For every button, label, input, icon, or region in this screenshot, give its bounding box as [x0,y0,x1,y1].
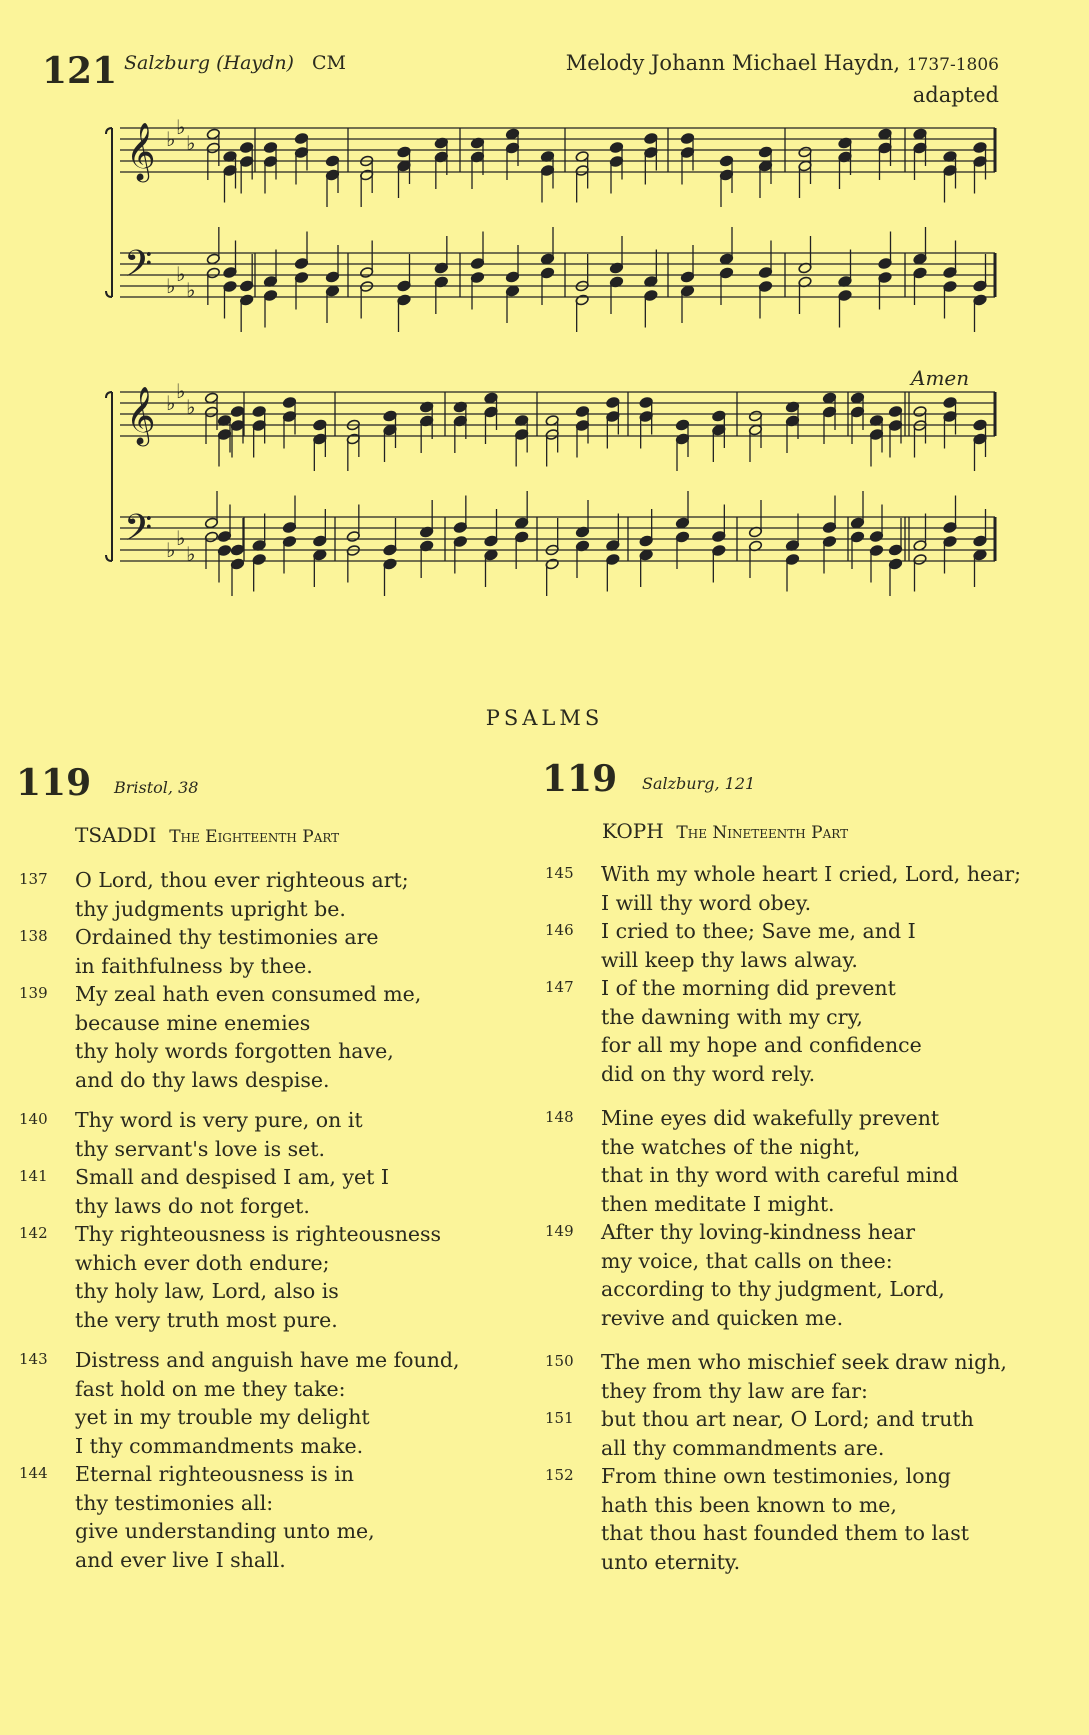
right-part-sub: The Nineteenth Part [676,823,849,843]
verse-line: I of the morning did prevent [601,976,896,1000]
verse-line: that thou hast founded them to last [601,1521,970,1545]
left-psalm-number: 119 [16,762,92,804]
left-part-main: TSADDI [75,823,157,847]
meter: CM [312,52,346,74]
system-2-flat-sign: ♭ [186,542,196,566]
verse-line: unto eternity. [601,1549,741,1574]
verse-line: The men who mischief seek draw nigh, [601,1350,1007,1374]
verse-line: hath this been known to me, [601,1492,897,1517]
verse-number: 142 [19,1224,48,1242]
adapted-note: adapted [912,83,999,107]
verse-line: thy holy words forgotten have, [75,1039,394,1063]
verse-line: revive and quicken me. [601,1305,844,1330]
system-1-flat-sign: ♭ [176,262,186,286]
system-2-treble-clef: 𝄞 [126,386,156,444]
verse-line: the watches of the night, [601,1134,861,1159]
verse-line: thy servant's love is set. [75,1136,326,1161]
verse-line: in faithfulness by thee. [75,953,313,978]
verse-number: 146 [545,921,574,939]
right-part-title [602,819,848,843]
verse-line: which ever doth endure; [75,1250,330,1275]
left-tune-ref: Bristol, 38 [114,778,199,797]
verse-line: From thine own testimonies, long [601,1464,951,1488]
system-1-flat-sign: ♭ [166,274,176,298]
verse-line: With my whole heart I cried, Lord, hear; [601,862,1022,886]
system-2-flat-sign: ♭ [186,395,196,419]
verse-line: thy judgments upright be. [75,896,346,921]
verse-number: 150 [545,1352,574,1370]
section-title: PSALMS [485,706,604,730]
system-2-bass-clef: 𝄢 [124,507,153,558]
right-psalm-number: 119 [542,758,618,800]
system-1-flat-sign: ♭ [186,278,196,302]
tune-name: Salzburg (Haydn) [124,52,294,74]
verse-line: because mine enemies [75,1010,311,1035]
verse-number: 139 [19,984,48,1002]
verse-line: Thy word is very pure, on it [75,1108,363,1132]
system-1-flat-sign: ♭ [186,131,196,155]
system-2-flat-sign: ♭ [166,538,176,562]
verse-line: that in thy word with careful mind [601,1163,959,1187]
verse-number: 144 [19,1464,48,1482]
system-1-treble-clef: 𝄞 [126,122,156,180]
verse-line: Eternal righteousness is in [75,1462,354,1486]
verse-line: Ordained thy testimonies are [75,925,379,949]
music-score [0,0,1089,620]
hymn-number: 121 [42,50,118,92]
verse-number: 137 [19,870,48,888]
system-2-flat-sign: ♭ [176,526,186,550]
verse-line: After thy loving-kindness hear [601,1220,916,1244]
verse-line: Small and despised I am, yet I [75,1165,390,1189]
verse-line: my voice, that calls on thee: [601,1248,893,1273]
system-1-flat-sign: ♭ [176,115,186,139]
system-1-bass-clef: 𝄢 [124,243,153,294]
verse-line: thy laws do not forget. [75,1193,310,1218]
verse-line: did on thy word rely. [601,1061,816,1086]
verse-line: Thy righteousness is righteousness [75,1222,442,1246]
verse-number: 149 [545,1222,574,1240]
verse-line: I cried to thee; Save me, and I [601,919,916,943]
verse-line: thy holy law, Lord, also is [75,1279,339,1303]
verse-number: 147 [545,978,574,996]
verse-line: they from thy law are far: [601,1378,868,1403]
verse-number: 148 [545,1108,574,1126]
system-2-flat-sign: ♭ [166,391,176,415]
verse-line: will keep thy laws alway. [601,947,858,972]
verse-line: then meditate I might. [601,1191,835,1216]
verse-number: 143 [19,1350,48,1368]
system-2-flat-sign: ♭ [176,379,186,403]
verse-line: but thou art near, O Lord; and truth [601,1407,974,1431]
verse-line: Mine eyes did wakefully prevent [601,1106,940,1130]
verse-number: 138 [19,927,48,945]
verse-line: all thy commandments are. [601,1435,885,1460]
verse-line: My zeal hath even consumed me, [75,982,422,1006]
verse-line: I will thy word obey. [601,890,812,915]
verse-line: for all my hope and confidence [601,1033,922,1057]
verse-line: yet in my trouble my delight [75,1405,370,1429]
composer-name: Melody Johann Michael Haydn, [565,51,901,75]
verse-line: Distress and anguish have me found, [75,1348,460,1372]
verse-number: 140 [19,1110,48,1128]
verse-number: 141 [19,1167,48,1185]
verse-line: thy testimonies all: [75,1490,274,1515]
amen-label: Amen [911,366,970,390]
verse-line: the dawning with my cry, [601,1004,863,1029]
verse-line: the very truth most pure. [75,1307,338,1332]
verse-number: 145 [545,864,574,882]
verse-number: 151 [545,1409,574,1427]
verse-line: and ever live I shall. [75,1547,286,1572]
verse-line: O Lord, thou ever righteous art; [75,868,409,892]
verse-line: according to thy judgment, Lord, [601,1277,945,1301]
right-tune-ref: Salzburg, 121 [642,774,756,793]
verse-line: give understanding unto me, [75,1519,375,1543]
system-1-flat-sign: ♭ [166,127,176,151]
verse-number: 152 [545,1466,574,1484]
verse-line: fast hold on me they take: [75,1376,346,1401]
verse-line: I thy commandments make. [75,1433,364,1458]
verse-line: and do thy laws despise. [75,1067,330,1092]
left-part-sub: The Eighteenth Part [169,827,340,847]
left-part-title [75,823,339,847]
composer-dates: 1737-1806 [906,55,999,75]
right-part-main: KOPH [602,819,664,843]
